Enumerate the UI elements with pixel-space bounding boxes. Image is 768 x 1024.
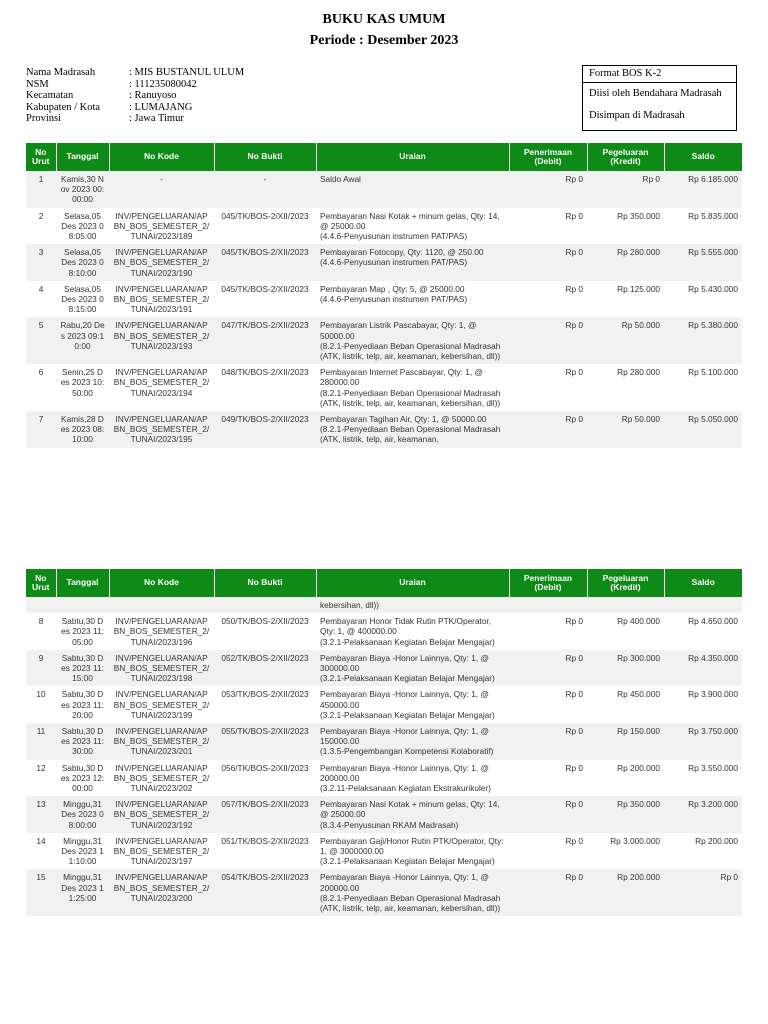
row-number: 3 <box>26 244 56 281</box>
table-row <box>26 796 742 833</box>
table-row <box>26 364 742 411</box>
ledger-table-page1-wrap <box>26 143 742 499</box>
row-number: 8 <box>26 613 56 650</box>
info-label: NSM <box>26 78 49 90</box>
description-line: (8.2.1-Penyediaan Beban Operasional Madrasah (ATK, listrik, telp, air, keamanan, kebersihan, dll)) <box>320 340 501 362</box>
col-header-uraian: Uraian <box>316 569 509 597</box>
row-balance: Rp 3.200.000 <box>664 796 742 833</box>
col-header-debit: Penerimaan (Debit) <box>509 143 587 171</box>
row-code: INV/PENGELUARAN/APBN_BOS_SEMESTER_2/TUNAI/2023/197 <box>109 833 214 870</box>
row-number: 14 <box>26 833 56 870</box>
description-line: Pembayaran Nasi Kotak + minum gelas, Qty: 14, @ 25000.00 <box>320 799 500 820</box>
table-body <box>26 171 742 448</box>
table-row <box>26 869 742 916</box>
row-balance: Rp 5.380.000 <box>664 317 742 364</box>
table-row <box>26 411 742 448</box>
description-line: (1.3.5-Pengembangan Kompetensi Kolaboratif) <box>320 746 494 757</box>
row-date: Minggu,31 Des 2023 11:10:00 <box>56 833 109 870</box>
row-description <box>316 869 509 916</box>
row-debit: Rp 0 <box>509 364 587 411</box>
row-code: INV/PENGELUARAN/APBN_BOS_SEMESTER_2/TUNAI/2023/196 <box>109 613 214 650</box>
row-code: INV/PENGELUARAN/APBN_BOS_SEMESTER_2/TUNAI/2023/198 <box>109 650 214 687</box>
row-debit <box>509 597 587 613</box>
row-balance: Rp 4.650.000 <box>664 613 742 650</box>
row-debit: Rp 0 <box>509 171 587 208</box>
row-number <box>26 597 56 613</box>
row-balance: Rp 200.000 <box>664 833 742 870</box>
row-description <box>316 723 509 760</box>
row-receipt-no: 052/TK/BOS-2/XII/2023 <box>214 650 316 687</box>
row-debit: Rp 0 <box>509 411 587 448</box>
row-receipt-no <box>214 597 316 613</box>
col-header-bukti: No Bukti <box>214 569 316 597</box>
row-debit: Rp 0 <box>509 208 587 245</box>
row-debit: Rp 0 <box>509 244 587 281</box>
col-header-uraian: Uraian <box>316 143 509 171</box>
table-row <box>26 597 742 613</box>
table-row <box>26 171 742 208</box>
description-line: (4.4.6-Penyusunan instrumen PAT/PAS) <box>320 257 468 268</box>
table-row <box>26 686 742 723</box>
info-value: : LUMAJANG <box>129 101 193 113</box>
col-header-tanggal: Tanggal <box>56 569 109 597</box>
row-balance: Rp 4.350.000 <box>664 650 742 687</box>
row-number: 7 <box>26 411 56 448</box>
description-line: (3.2.1-Pelaksanaan Kegiatan Belajar Mengajar) <box>320 673 495 684</box>
row-receipt-no: 045/TK/BOS-2/XII/2023 <box>214 208 316 245</box>
row-receipt-no: 048/TK/BOS-2/XII/2023 <box>214 364 316 411</box>
row-balance: Rp 3.900.000 <box>664 686 742 723</box>
row-date: Sabtu,30 Des 2023 12:00:00 <box>56 760 109 797</box>
description-line: Pembayaran Biaya -Honor Lainnya, Qty: 1, @ 200000.00 <box>320 762 489 783</box>
info-value: : MIS BUSTANUL ULUM <box>129 67 245 78</box>
col-header-kode: No Kode <box>109 143 214 171</box>
row-debit: Rp 0 <box>509 650 587 687</box>
table-row <box>26 650 742 687</box>
row-description <box>316 208 509 245</box>
row-date <box>56 597 109 613</box>
row-receipt-no: 057/TK/BOS-2/XII/2023 <box>214 796 316 833</box>
row-credit: Rp 280.000 <box>587 244 664 281</box>
row-balance: Rp 5.430.000 <box>664 281 742 318</box>
row-date: Selasa,05 Des 2023 08:10:00 <box>56 244 109 281</box>
row-balance: Rp 5.555.000 <box>664 244 742 281</box>
row-credit: Rp 400.000 <box>587 613 664 650</box>
row-code: INV/PENGELUARAN/APBN_BOS_SEMESTER_2/TUNAI/2023/199 <box>109 686 214 723</box>
row-credit: Rp 0 <box>587 171 664 208</box>
row-code: INV/PENGELUARAN/APBN_BOS_SEMESTER_2/TUNAI/2023/202 <box>109 760 214 797</box>
description-line: Pembayaran Biaya -Honor Lainnya, Qty: 1, @ 150000.00 <box>320 726 489 747</box>
row-number: 4 <box>26 281 56 318</box>
row-balance: Rp 0 <box>664 869 742 916</box>
row-balance <box>664 597 742 613</box>
row-code: INV/PENGELUARAN/APBN_BOS_SEMESTER_2/TUNAI/2023/195 <box>109 411 214 448</box>
row-number: 6 <box>26 364 56 411</box>
row-date: Kamis,30 Nov 2023 00:00:00 <box>56 171 109 208</box>
col-header-bukti: No Bukti <box>214 143 316 171</box>
row-number: 13 <box>26 796 56 833</box>
row-description <box>316 281 509 318</box>
table-row <box>26 760 742 797</box>
description-line: (8.2.1-Penyediaan Beban Operasional Madrasah (ATK, listrik, telp, air, keamanan, <box>320 424 501 445</box>
row-debit: Rp 0 <box>509 869 587 916</box>
description-line: Pembayaran Fotocopy, Qty: 1120, @ 250.00 <box>320 247 484 258</box>
format-box <box>582 65 737 131</box>
row-number: 11 <box>26 723 56 760</box>
info-row <box>26 79 244 91</box>
description-line: Pembayaran Biaya -Honor Lainnya, Qty: 1, @ 200000.00 <box>320 872 489 893</box>
row-debit: Rp 0 <box>509 833 587 870</box>
row-balance: Rp 3.750.000 <box>664 723 742 760</box>
description-line: (3.2.11-Pelaksanaan Kegiatan Ekstrakurikuler) <box>320 783 491 794</box>
description-line: (8.3.4-Penyusunan RKAM Madrasah) <box>320 819 459 830</box>
row-receipt-no: - <box>214 171 316 208</box>
row-debit: Rp 0 <box>509 613 587 650</box>
row-credit: Rp 3.000.000 <box>587 833 664 870</box>
description-line: (3.2.1-Pelaksanaan Kegiatan Belajar Mengajar) <box>320 709 495 720</box>
table-body <box>26 597 742 916</box>
row-number: 15 <box>26 869 56 916</box>
row-debit: Rp 0 <box>509 796 587 833</box>
row-date: Minggu,31 Des 2023 11:25:00 <box>56 869 109 916</box>
row-date: Sabtu,30 Des 2023 11:30:00 <box>56 723 109 760</box>
table-header-row <box>26 569 742 597</box>
col-header-kredit: Pegeluaran (Kredit) <box>587 143 664 171</box>
row-balance: Rp 6.185.000 <box>664 171 742 208</box>
row-code: INV/PENGELUARAN/APBN_BOS_SEMESTER_2/TUNAI/2023/190 <box>109 244 214 281</box>
info-row <box>26 90 244 102</box>
row-description <box>316 244 509 281</box>
row-debit: Rp 0 <box>509 317 587 364</box>
row-credit: Rp 350.000 <box>587 796 664 833</box>
description-line: Saldo Awal <box>320 174 361 184</box>
row-date: Sabtu,30 Des 2023 11:05:00 <box>56 613 109 650</box>
row-balance: Rp 3.550.000 <box>664 760 742 797</box>
format-code: Format BOS K-2 <box>583 66 736 83</box>
row-balance: Rp 5.050.000 <box>664 411 742 448</box>
description-line: Pembayaran Map , Qty: 5, @ 25000.00 <box>320 283 465 294</box>
row-date: Minggu,31 Des 2023 08:00:00 <box>56 796 109 833</box>
row-balance: Rp 5.100.000 <box>664 364 742 411</box>
row-receipt-no: 053/TK/BOS-2/XII/2023 <box>214 686 316 723</box>
row-receipt-no: 050/TK/BOS-2/XII/2023 <box>214 613 316 650</box>
row-date: Senin,25 Des 2023 10:50:00 <box>56 364 109 411</box>
page-title: BUKU KAS UMUM <box>322 12 446 27</box>
col-header-kode: No Kode <box>109 569 214 597</box>
table-row <box>26 723 742 760</box>
description-line: Pembayaran Internet Pascabayar, Qty: 1, @ 280000.00 <box>320 367 483 388</box>
col-header-debit: Penerimaan (Debit) <box>509 569 587 597</box>
row-credit: Rp 125.000 <box>587 281 664 318</box>
description-line: (8.2.1-Penyediaan Beban Operasional Madrasah (ATK, listrik, telp, air, keamanan, kebersihan, dll)) <box>320 892 501 914</box>
row-description <box>316 650 509 687</box>
table-row <box>26 833 742 870</box>
row-code <box>109 597 214 613</box>
info-row <box>26 102 244 114</box>
description-line: Pembayaran Honor Tidak Rutin PTK/Operator, Qty: 1, @ 400000.00 <box>320 616 492 637</box>
row-credit <box>587 597 664 613</box>
row-description <box>316 171 509 208</box>
row-description <box>316 613 509 650</box>
col-header-tanggal: Tanggal <box>56 143 109 171</box>
row-balance: Rp 5.835.000 <box>664 208 742 245</box>
info-row <box>26 113 244 125</box>
row-credit: Rp 280.000 <box>587 364 664 411</box>
col-header-kredit: Pegeluaran (Kredit) <box>587 569 664 597</box>
table-header-row <box>26 143 742 171</box>
row-number: 2 <box>26 208 56 245</box>
row-description <box>316 597 509 613</box>
col-header-no: No Urut <box>26 143 56 171</box>
row-receipt-no: 055/TK/BOS-2/XII/2023 <box>214 723 316 760</box>
row-code: INV/PENGELUARAN/APBN_BOS_SEMESTER_2/TUNAI/2023/193 <box>109 317 214 364</box>
row-receipt-no: 047/TK/BOS-2/XII/2023 <box>214 317 316 364</box>
table-row <box>26 281 742 318</box>
row-debit: Rp 0 <box>509 760 587 797</box>
info-row <box>26 67 244 79</box>
description-line: Pembayaran Listrik Pascabayar, Qty: 1, @ 50000.00 <box>320 320 477 341</box>
row-receipt-no: 049/TK/BOS-2/XII/2023 <box>214 411 316 448</box>
madrasah-info <box>26 67 244 125</box>
row-description <box>316 364 509 411</box>
row-description <box>316 686 509 723</box>
row-debit: Rp 0 <box>509 281 587 318</box>
description-line: Pembayaran Tagihan Air, Qty: 1, @ 50000.00 <box>320 414 487 425</box>
row-code: INV/PENGELUARAN/APBN_BOS_SEMESTER_2/TUNAI/2023/192 <box>109 796 214 833</box>
row-description <box>316 796 509 833</box>
row-date: Selasa,05 Des 2023 08:15:00 <box>56 281 109 318</box>
row-date: Sabtu,30 Des 2023 11:20:00 <box>56 686 109 723</box>
info-value: : Ranuyoso <box>129 90 177 102</box>
info-value: : 111235080042 <box>129 78 197 90</box>
col-header-saldo: Saldo <box>664 569 742 597</box>
row-description <box>316 317 509 364</box>
row-number: 5 <box>26 317 56 364</box>
row-number: 10 <box>26 686 56 723</box>
row-code: INV/PENGELUARAN/APBN_BOS_SEMESTER_2/TUNAI/2023/194 <box>109 364 214 411</box>
ledger-table-page2-wrap <box>26 569 742 1024</box>
info-label: Kecamatan <box>26 90 74 102</box>
row-code: INV/PENGELUARAN/APBN_BOS_SEMESTER_2/TUNAI/2023/189 <box>109 208 214 245</box>
row-description <box>316 760 509 797</box>
row-credit: Rp 50.000 <box>587 317 664 364</box>
description-line: (4.4.6-Penyusunan instrumen PAT/PAS) <box>320 294 468 305</box>
description-line: Pembayaran Nasi Kotak + minum gelas, Qty: 14, @ 25000.00 <box>320 210 500 231</box>
row-debit: Rp 0 <box>509 723 587 760</box>
description-line: Pembayaran Biaya -Honor Lainnya, Qty: 1, @ 450000.00 <box>320 689 489 710</box>
row-date: Rabu,20 Des 2023 09:10:00 <box>56 317 109 364</box>
row-number: 1 <box>26 171 56 208</box>
col-header-saldo: Saldo <box>664 143 742 171</box>
row-number: 9 <box>26 650 56 687</box>
description-line: (8.2.1-Penyediaan Beban Operasional Madrasah (ATK, listrik, telp, air, keamanan, kebersihan, dll)) <box>320 387 501 408</box>
ledger-table-page2 <box>26 569 742 916</box>
description-line: (4.4.6-Penyusunan instrumen PAT/PAS) <box>320 231 468 242</box>
row-date: Kamis,28 Des 2023 08:10:00 <box>56 411 109 448</box>
row-code: INV/PENGELUARAN/APBN_BOS_SEMESTER_2/TUNAI/2023/201 <box>109 723 214 760</box>
row-description <box>316 411 509 448</box>
row-date: Sabtu,30 Des 2023 11:15:00 <box>56 650 109 687</box>
row-receipt-no: 051/TK/BOS-2/XII/2023 <box>214 833 316 870</box>
filled-by-note: Diisi oleh Bendahara Madrasah <box>589 88 722 99</box>
row-credit: Rp 200.000 <box>587 869 664 916</box>
info-value: : Jawa Timur <box>129 113 184 125</box>
row-description <box>316 833 509 870</box>
col-header-no: No Urut <box>26 569 56 597</box>
description-line: (3.2.1-Pelaksanaan Kegiatan Belajar Mengajar) <box>320 856 495 867</box>
row-credit: Rp 450.000 <box>587 686 664 723</box>
row-receipt-no: 054/TK/BOS-2/XII/2023 <box>214 869 316 916</box>
description-line: Pembayaran Biaya -Honor Lainnya, Qty: 1, @ 300000.00 <box>320 652 489 674</box>
table-row <box>26 208 742 245</box>
row-date: Selasa,05 Des 2023 08:05:00 <box>56 208 109 245</box>
row-debit: Rp 0 <box>509 686 587 723</box>
row-credit: Rp 50.000 <box>587 411 664 448</box>
row-number: 12 <box>26 760 56 797</box>
row-receipt-no: 045/TK/BOS-2/XII/2023 <box>214 244 316 281</box>
description-line: Pembayaran Gaji/Honor Rutin PTK/Operator, Qty: 1, @ 3000000.00 <box>320 835 504 857</box>
info-label: Nama Madrasah <box>26 67 96 78</box>
row-code: INV/PENGELUARAN/APBN_BOS_SEMESTER_2/TUNAI/2023/200 <box>109 869 214 916</box>
period-subtitle: Periode : Desember 2023 <box>309 33 459 48</box>
row-credit: Rp 350.000 <box>587 208 664 245</box>
row-code: - <box>109 171 214 208</box>
row-credit: Rp 150.000 <box>587 723 664 760</box>
row-receipt-no: 045/TK/BOS-2/XII/2023 <box>214 281 316 318</box>
row-receipt-no: 056/TK/BOS-2/XII/2023 <box>214 760 316 797</box>
row-credit: Rp 200.000 <box>587 760 664 797</box>
row-code: INV/PENGELUARAN/APBN_BOS_SEMESTER_2/TUNAI/2023/191 <box>109 281 214 318</box>
table-row <box>26 317 742 364</box>
info-label: Provinsi <box>26 113 62 125</box>
row-credit: Rp 300.000 <box>587 650 664 687</box>
stored-at-note: Disimpan di Madrasah <box>589 110 685 121</box>
description-line: kebersihan, dll)) <box>320 600 380 610</box>
table-row <box>26 613 742 650</box>
ledger-table-page1 <box>26 143 742 448</box>
description-line: (3.2.1-Pelaksanaan Kegiatan Belajar Mengajar) <box>320 636 495 647</box>
info-label: Kabupaten / Kota <box>26 101 101 113</box>
table-row <box>26 244 742 281</box>
